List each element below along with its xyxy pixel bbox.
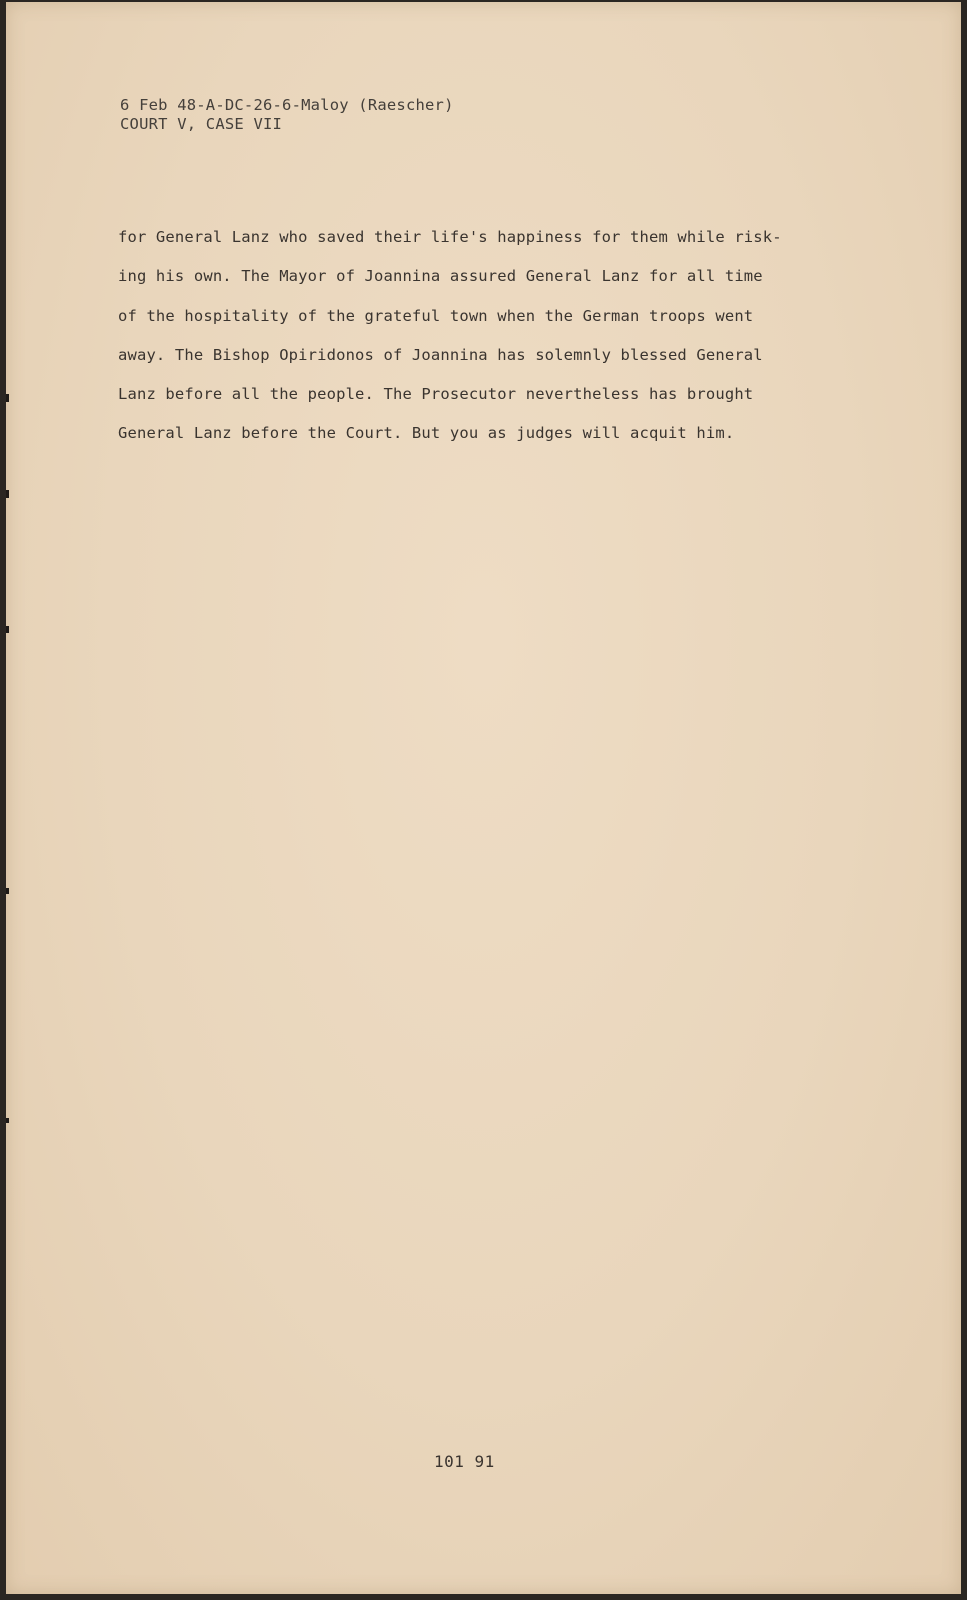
body-line: away. The Bishop Opiridonos of Joannina has solemnly blessed General [118,345,763,364]
document-header [120,96,454,134]
header-line-date-reference: 6 Feb 48-A-DC-26-6-Maloy (Raescher) [120,96,454,114]
body-text [118,218,858,454]
body-line: ing his own. The Mayor of Joannina assured General Lanz for all time [118,267,763,286]
body-line: General Lanz before the Court. But you as judges will acquit him. [118,424,735,443]
body-line: of the hospitality of the grateful town when the German troops went [118,306,754,325]
header-line-court-case: COURT V, CASE VII [120,115,283,133]
binding-mark [6,490,9,498]
binding-mark [6,394,9,402]
body-line: for General Lanz who saved their life's happiness for them while risk- [118,228,782,246]
body-line: Lanz before all the people. The Prosecutor nevertheless has brought [118,385,754,404]
binding-mark [6,626,9,633]
document-page [6,2,961,1594]
binding-mark [6,888,9,894]
binding-mark [6,1118,9,1123]
page-number: 101 91 [434,1452,495,1471]
